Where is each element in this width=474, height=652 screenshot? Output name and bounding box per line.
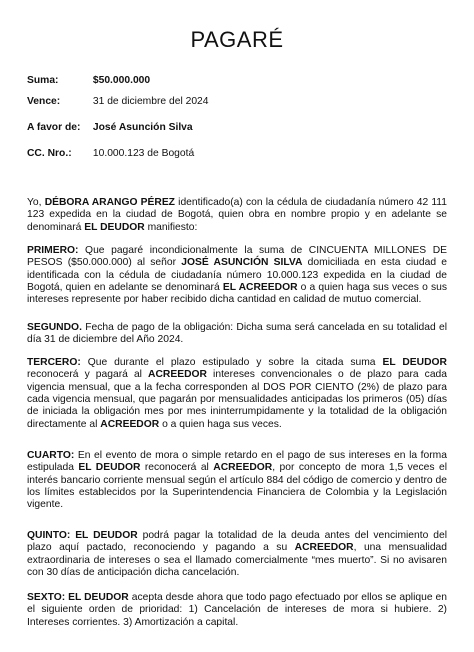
paragraph-text: o a quien haga sus veces o sus intereses represente por haber recibido dicha cantidad en calidad de mutuo comercial.	[27, 282, 447, 306]
paragraph-text: reconocerá y pagará al	[27, 369, 149, 381]
paragraph-text: intereses convencionales o de plazo para cada vigencia mensual, que a la fecha corresponden al DOS POR CIENTO (2%) de plazo para cada vigencia mensual, que pagarán por mensualidades anticipadas los primeros (05) días de iniciada la obligación mes por mes ininterrumpidamente y la totalidad de la obligación directamente al	[27, 369, 447, 430]
bold-text: PRIMERO:	[27, 245, 79, 256]
paragraph-text: identificado(a) con la cédula de ciudadanía número 42 111 123 expedida en la ciudad de Bogotá, quien obra en nombre propio y en adelante se denominará	[27, 197, 447, 233]
field-value: 10.000.123 de Bogotá	[92, 148, 195, 159]
clause-cuarto	[27, 450, 447, 512]
field-id-number	[27, 148, 194, 160]
field-beneficiary	[27, 122, 193, 134]
paragraph-text: manifiesto:	[144, 221, 198, 233]
paragraph-text: acepta desde ahora que todo pago efectuado por ellos se aplique en el siguiente orden de prioridad: 1) Cancelación de intereses de mora si hubiere. 2) Intereses corrientes. 3) Amortización a capital.	[27, 592, 447, 628]
bold-text: ACREEDOR	[213, 462, 273, 474]
bold-text: SEGUNDO.	[27, 322, 82, 333]
paragraph-text: Que durante el plazo estipulado y sobre la citada suma	[80, 357, 383, 368]
paragraph-text: Que pagaré incondicionalmente la suma de CINCUENTA MILLONES DE PESOS ($50.000.000) al señor	[27, 245, 447, 269]
field-value: José Asunción Silva	[92, 122, 193, 133]
paragraph-text: En el evento de mora o simple retardo en el pago de sus intereses en la forma estipulada	[27, 450, 447, 474]
bold-text: JOSÉ ASUNCIÓN SILVA	[181, 257, 303, 269]
clause-segundo	[27, 322, 447, 347]
field-value: $50.000.000	[92, 75, 151, 86]
paragraph-text: Yo,	[27, 197, 45, 208]
clause-sexto	[27, 592, 447, 629]
bold-text: CUARTO:	[27, 450, 75, 461]
paragraph-text: , por concepto de mora 1,5 veces el interés bancario corriente mensual según el artículo 884 del código de comercio y dentro de los límites establecidos por la Superintendencia Financiera de Colombia y la Legislación vigente.	[27, 462, 447, 511]
field-amount	[27, 75, 150, 87]
intro-paragraph	[27, 197, 447, 234]
field-label: A favor de:	[27, 122, 81, 133]
bold-text: ACREEDOR	[148, 369, 207, 381]
bold-text: DÉBORA ARANGO PÉREZ	[44, 197, 175, 208]
bold-text: EL DEUDOR	[78, 462, 141, 474]
clause-tercero	[27, 357, 447, 431]
clause-primero	[27, 245, 447, 307]
bold-text: TERCERO:	[27, 357, 81, 368]
bold-text: ACREEDOR	[100, 418, 160, 430]
document-title: PAGARÉ	[190, 27, 284, 52]
field-label: CC. Nro.:	[27, 148, 72, 159]
field-value: 31 de diciembre del 2024	[92, 96, 209, 107]
clause-quinto	[27, 530, 447, 579]
bold-text: ACREEDOR	[294, 542, 354, 554]
paragraph-text: podrá pagar la totalidad de la deuda antes del vencimiento del plazo aquí pactado, reconociendo y pagando a su	[27, 530, 447, 554]
paragraph-text: , una mensualidad extraordinaria de intereses o sea el llamado comercialmente “mes muerto”. Si no avisaren con 30 días de anticipación dicha cancelación.	[27, 542, 447, 579]
paragraph-text: Fecha de pago de la obligación: Dicha suma será cancelada en su totalidad el día 31 de diciembre del Año 2024.	[27, 322, 447, 346]
bold-text: QUINTO: EL DEUDOR	[27, 530, 138, 541]
field-due-date	[27, 96, 209, 108]
field-label: Vence:	[27, 96, 61, 107]
paragraph-text: domiciliada en esta ciudad e identificada con la cédula de ciudadanía número 10.000.123 expedida en la ciudad de Bogotá, quien en adelante se denominará	[27, 257, 447, 294]
bold-text: EL DEUDOR	[382, 357, 447, 368]
bold-text: SEXTO: EL DEUDOR	[27, 592, 129, 603]
paragraph-text: o a quien haga sus veces.	[159, 418, 282, 430]
bold-text: EL ACREEDOR	[222, 282, 298, 294]
paragraph-text: reconocerá al	[140, 462, 214, 474]
bold-text: EL DEUDOR	[84, 221, 145, 233]
field-label: Suma:	[27, 75, 59, 86]
